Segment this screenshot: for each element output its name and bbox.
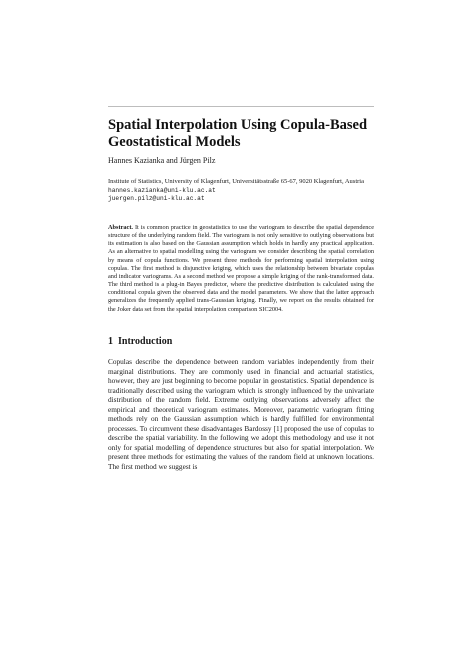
author-email-1[interactable]: hannes.kazianka@uni-klu.ac.at <box>108 186 216 194</box>
abstract <box>108 224 374 314</box>
paper-authors: Hannes Kazianka and Jürgen Pilz <box>108 156 216 165</box>
abstract-label: Abstract. <box>108 224 134 231</box>
introduction-paragraph: Copulas describe the dependence between random variables independently from their marginal distributions. They are commonly used in financial and actuarial statistics, however, they are just beginning to become popular in geostatistics. Spatial dependence is traditionally described using the variogram which is strongly influenced by the univariate distribution of the random field. Extreme outlying observations adversely affect the empirical and theoretical variogram estimates. Moreover, parametric variogram fitting methods rely on the Gaussian assumption which is hardly fulfilled for environmental processes. To circumvent these disadvantages Bardossy [1] proposed the use of copulas to describe the spatial variability. In the following we adopt this methodology and use it not only for spatial modelling of dependence structures but also for spatial interpolation. We present three methods for estimating the values of the random field at unknown locations. The first method we suggest is <box>108 357 374 471</box>
abstract-text: It is common practice in geostatistics to use the variogram to describe the spatial dependence structure of the underlying random field. The variogram is not only sensitive to outlying observations but its estimation is also based on the Gaussian assumption which holds in hardly any practical application. As an alternative to spatial modelling using the variogram we consider describing the spatial correlation by means of copula functions. We present three methods for performing spatial interpolation using copulas. The first method is disjunctive kriging, which uses the relationship between bivariate copulas and indicator variograms. As a second method we propose a simple kriging of the rank-transformed data. The third method is a plug-in Bayes predictor, where the predictive distribution is calculated using the conditional copula given the observed data and the model parameters. We show that the latter approach generalizes the frequently applied trans-Gaussian kriging. Finally, we report on the results obtained for the Joker data set from the spatial interpolation comparison SIC2004. <box>108 224 374 313</box>
affiliation-text: Institute of Statistics, University of Klagenfurt, Universitätsstraße 65-67, 9020 Klagenfurt, Austria <box>108 178 364 185</box>
author-email-2[interactable]: juergen.pilz@uni-klu.ac.at <box>108 195 205 203</box>
paper-title: Spatial Interpolation Using Copula-Based Geostatistical Models <box>108 117 368 150</box>
section-number: 1 <box>108 336 113 347</box>
author-affiliation <box>108 178 374 204</box>
section-heading-introduction <box>108 336 374 348</box>
section-title: Introduction <box>118 336 173 347</box>
header-rule <box>108 106 374 107</box>
